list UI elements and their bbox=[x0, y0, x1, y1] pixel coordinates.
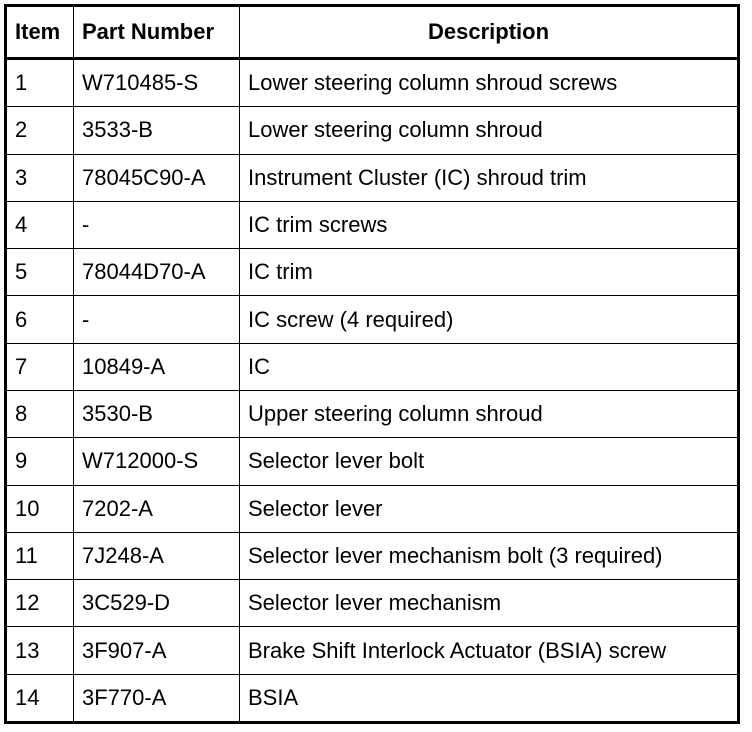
cell-item: 13 bbox=[6, 627, 74, 674]
table-row bbox=[6, 343, 739, 390]
cell-part-number: - bbox=[74, 201, 240, 248]
table-row bbox=[6, 390, 739, 437]
table-row bbox=[6, 674, 739, 722]
cell-part-number: 3533-B bbox=[74, 107, 240, 154]
table-row bbox=[6, 59, 739, 107]
cell-item: 2 bbox=[6, 107, 74, 154]
cell-description: IC trim bbox=[240, 249, 739, 296]
header-row bbox=[6, 6, 739, 59]
cell-part-number: 10849-A bbox=[74, 343, 240, 390]
cell-description: BSIA bbox=[240, 674, 739, 722]
header-part-number: Part Number bbox=[74, 6, 240, 59]
table-row bbox=[6, 532, 739, 579]
cell-item: 5 bbox=[6, 249, 74, 296]
table-row bbox=[6, 438, 739, 485]
table-row bbox=[6, 154, 739, 201]
cell-part-number: 3C529-D bbox=[74, 580, 240, 627]
cell-description: Selector lever bolt bbox=[240, 438, 739, 485]
cell-description: Upper steering column shroud bbox=[240, 390, 739, 437]
cell-part-number: 3530-B bbox=[74, 390, 240, 437]
cell-description: IC trim screws bbox=[240, 201, 739, 248]
header-item: Item bbox=[6, 6, 74, 59]
cell-item: 7 bbox=[6, 343, 74, 390]
cell-part-number: 78045C90-A bbox=[74, 154, 240, 201]
cell-description: Instrument Cluster (IC) shroud trim bbox=[240, 154, 739, 201]
cell-description: Brake Shift Interlock Actuator (BSIA) screw bbox=[240, 627, 739, 674]
cell-item: 12 bbox=[6, 580, 74, 627]
table-row bbox=[6, 627, 739, 674]
cell-item: 8 bbox=[6, 390, 74, 437]
cell-part-number: 7202-A bbox=[74, 485, 240, 532]
cell-description: Lower steering column shroud screws bbox=[240, 59, 739, 107]
cell-part-number: W710485-S bbox=[74, 59, 240, 107]
parts-table bbox=[4, 4, 740, 724]
table-row bbox=[6, 580, 739, 627]
cell-description: IC bbox=[240, 343, 739, 390]
cell-description: Selector lever mechanism bolt (3 required) bbox=[240, 532, 739, 579]
table-header bbox=[6, 6, 739, 59]
cell-item: 10 bbox=[6, 485, 74, 532]
cell-item: 4 bbox=[6, 201, 74, 248]
table-row bbox=[6, 485, 739, 532]
cell-part-number: 78044D70-A bbox=[74, 249, 240, 296]
cell-part-number: 3F907-A bbox=[74, 627, 240, 674]
cell-item: 14 bbox=[6, 674, 74, 722]
cell-part-number: - bbox=[74, 296, 240, 343]
cell-part-number: W712000-S bbox=[74, 438, 240, 485]
cell-description: Lower steering column shroud bbox=[240, 107, 739, 154]
table-row bbox=[6, 249, 739, 296]
table-body bbox=[6, 59, 739, 723]
table-row bbox=[6, 296, 739, 343]
cell-description: IC screw (4 required) bbox=[240, 296, 739, 343]
cell-part-number: 3F770-A bbox=[74, 674, 240, 722]
cell-item: 11 bbox=[6, 532, 74, 579]
cell-item: 3 bbox=[6, 154, 74, 201]
cell-item: 6 bbox=[6, 296, 74, 343]
table-row bbox=[6, 107, 739, 154]
cell-item: 9 bbox=[6, 438, 74, 485]
cell-description: Selector lever bbox=[240, 485, 739, 532]
cell-description: Selector lever mechanism bbox=[240, 580, 739, 627]
header-description: Description bbox=[240, 6, 739, 59]
table-row bbox=[6, 201, 739, 248]
cell-item: 1 bbox=[6, 59, 74, 107]
cell-part-number: 7J248-A bbox=[74, 532, 240, 579]
